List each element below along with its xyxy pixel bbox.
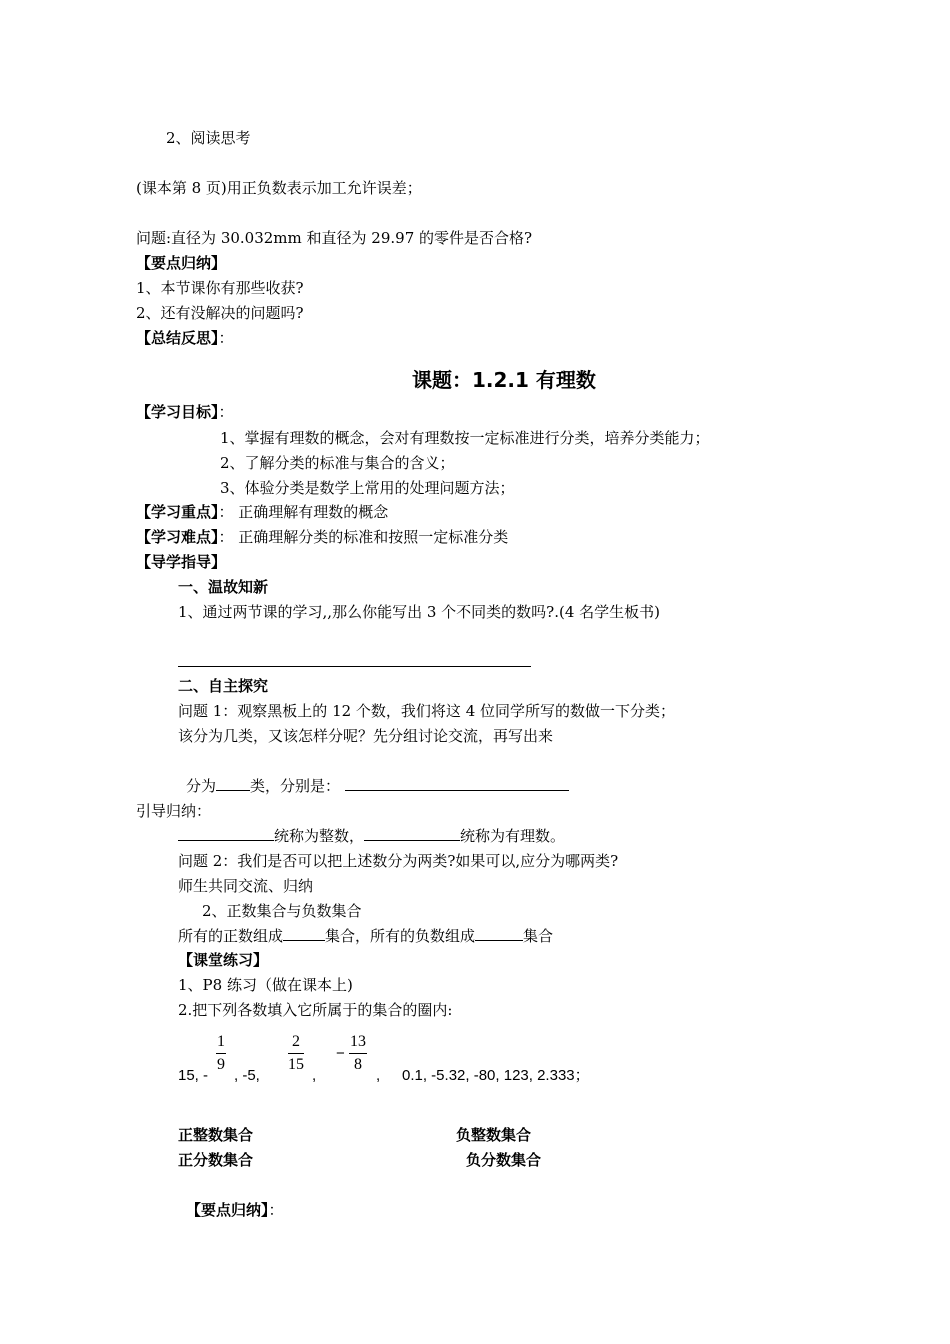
fraction-3-separator: , (376, 1067, 381, 1084)
review-question: 1、通过两节课的学习,,那么你能写出 3 个不同类的数吗?.(4 名学生板书) (178, 603, 660, 621)
fraction-1-numerator: 1 (217, 1033, 225, 1050)
summary-line (136, 328, 234, 348)
difficulty-text: ： 正确理解分类的标准和按照一定标准分类 (218, 528, 509, 546)
classify-line (186, 776, 569, 796)
answer-line[interactable] (178, 666, 531, 667)
fraction-3-denominator: 8 (354, 1056, 362, 1073)
fraction-3-sign: − (336, 1045, 345, 1062)
fraction-2-separator: , (312, 1067, 317, 1084)
focus-text: ： 正确理解有理数的概念 (218, 503, 389, 521)
goals-colon: ： (218, 403, 234, 421)
key-point-2: 2、还有没解决的问题吗? (136, 304, 304, 322)
key-point-1: 1、本节课你有那些收获? (136, 279, 304, 297)
summary-colon: ： (218, 329, 234, 347)
fraction-3-bar (349, 1053, 367, 1054)
goals-heading: 【学习目标】 (136, 403, 219, 421)
focus-line (136, 502, 388, 522)
fraction-1-denominator: 9 (217, 1056, 225, 1073)
focus-heading: 【学习重点】 (136, 503, 219, 521)
number-list-rest: 0.1, -5.32, -80, 123, 2.333； (402, 1067, 590, 1084)
summary-heading: 【总结反思】 (136, 329, 219, 347)
sets-text-b: 集合，所有的负数组成 (325, 927, 476, 945)
classify-label-b: 类，分别是： (250, 777, 341, 795)
explore-heading: 二、自主探究 (178, 677, 269, 695)
discussion: 师生共同交流、归纳 (178, 877, 314, 895)
sets-line (178, 926, 553, 946)
fraction-3-numerator: 13 (350, 1033, 366, 1050)
key-points-colon-2: ： (268, 1201, 284, 1219)
textbook-reference: (课本第 8 页)用正负数表示加工允许误差； (136, 179, 422, 197)
review-heading: 一、温故知新 (178, 578, 269, 596)
fraction-1-bar (216, 1053, 226, 1054)
classify-list-blank[interactable] (345, 776, 569, 791)
set-negative-fractions: 负分数集合 (466, 1151, 542, 1169)
set-negative-integers: 负整数集合 (456, 1126, 532, 1144)
sets-text-a: 所有的正数组成 (178, 927, 284, 945)
goal-3: 3、体验分类是数学上常用的处理问题方法； (220, 479, 515, 497)
reading-item: 2、阅读思考 (166, 129, 251, 147)
set-positive-integers: 正整数集合 (178, 1126, 254, 1144)
fraction-2-bar (288, 1053, 304, 1054)
goal-2: 2、了解分类的标准与集合的含义； (220, 454, 455, 472)
number-15: 15, - (178, 1067, 209, 1084)
negative-set-blank[interactable] (475, 926, 523, 941)
positive-set-blank[interactable] (283, 926, 325, 941)
practice-2: 2.把下列各数填入它所属于的集合的圈内: (178, 1001, 453, 1019)
difficulty-heading: 【学习难点】 (136, 528, 219, 546)
fraction-2-15 (288, 1033, 304, 1074)
rationals-text: 统称为有理数。 (460, 827, 566, 845)
fraction-13-8 (349, 1033, 367, 1074)
question-1-line-1: 问题 1：观察黑板上的 12 个数，我们将这 4 位同学所写的数做一下分类； (178, 702, 676, 720)
key-points-heading-2: 【要点归纳】 (186, 1201, 269, 1219)
lesson-title: 课题：1.2.1 有理数 (412, 368, 596, 392)
number-minus-5: , -5, (234, 1067, 260, 1084)
rationals-blank[interactable] (364, 826, 460, 841)
fraction-1-9 (216, 1033, 226, 1074)
sets-heading: 2、正数集合与负数集合 (202, 902, 362, 920)
classify-label-a: 分为 (186, 777, 217, 795)
practice-1: 1、P8 练习（做在课本上) (178, 976, 353, 994)
question-2: 问题 2：我们是否可以把上述数分为两类?如果可以,应分为哪两类? (178, 852, 619, 870)
practice-heading: 【课堂练习】 (178, 951, 269, 969)
question-1-line-2: 该分为几类，又该怎样分呢？先分组讨论交流，再写出来 (178, 727, 554, 745)
question-diameter: 问题:直径为 30.032mm 和直径为 29.97 的零件是否合格? (136, 229, 533, 247)
set-positive-fractions: 正分数集合 (178, 1151, 254, 1169)
fraction-2-numerator: 2 (292, 1033, 300, 1050)
classify-count-blank[interactable] (216, 776, 250, 791)
difficulty-line (136, 527, 508, 547)
integers-blank[interactable] (178, 826, 274, 841)
key-points-line-2 (186, 1200, 284, 1220)
integers-text: 统称为整数， (274, 827, 365, 845)
integer-rational-line (178, 826, 565, 846)
goals-line (136, 402, 234, 422)
induce-label: 引导归纳： (136, 802, 212, 820)
fraction-2-denominator: 15 (288, 1056, 304, 1073)
guide-heading: 【导学指导】 (136, 553, 227, 571)
key-points-heading: 【要点归纳】 (136, 254, 227, 272)
goal-1: 1、掌握有理数的概念，会对有理数按一定标准进行分类，培养分类能力； (220, 429, 710, 447)
sets-text-c: 集合 (523, 927, 554, 945)
